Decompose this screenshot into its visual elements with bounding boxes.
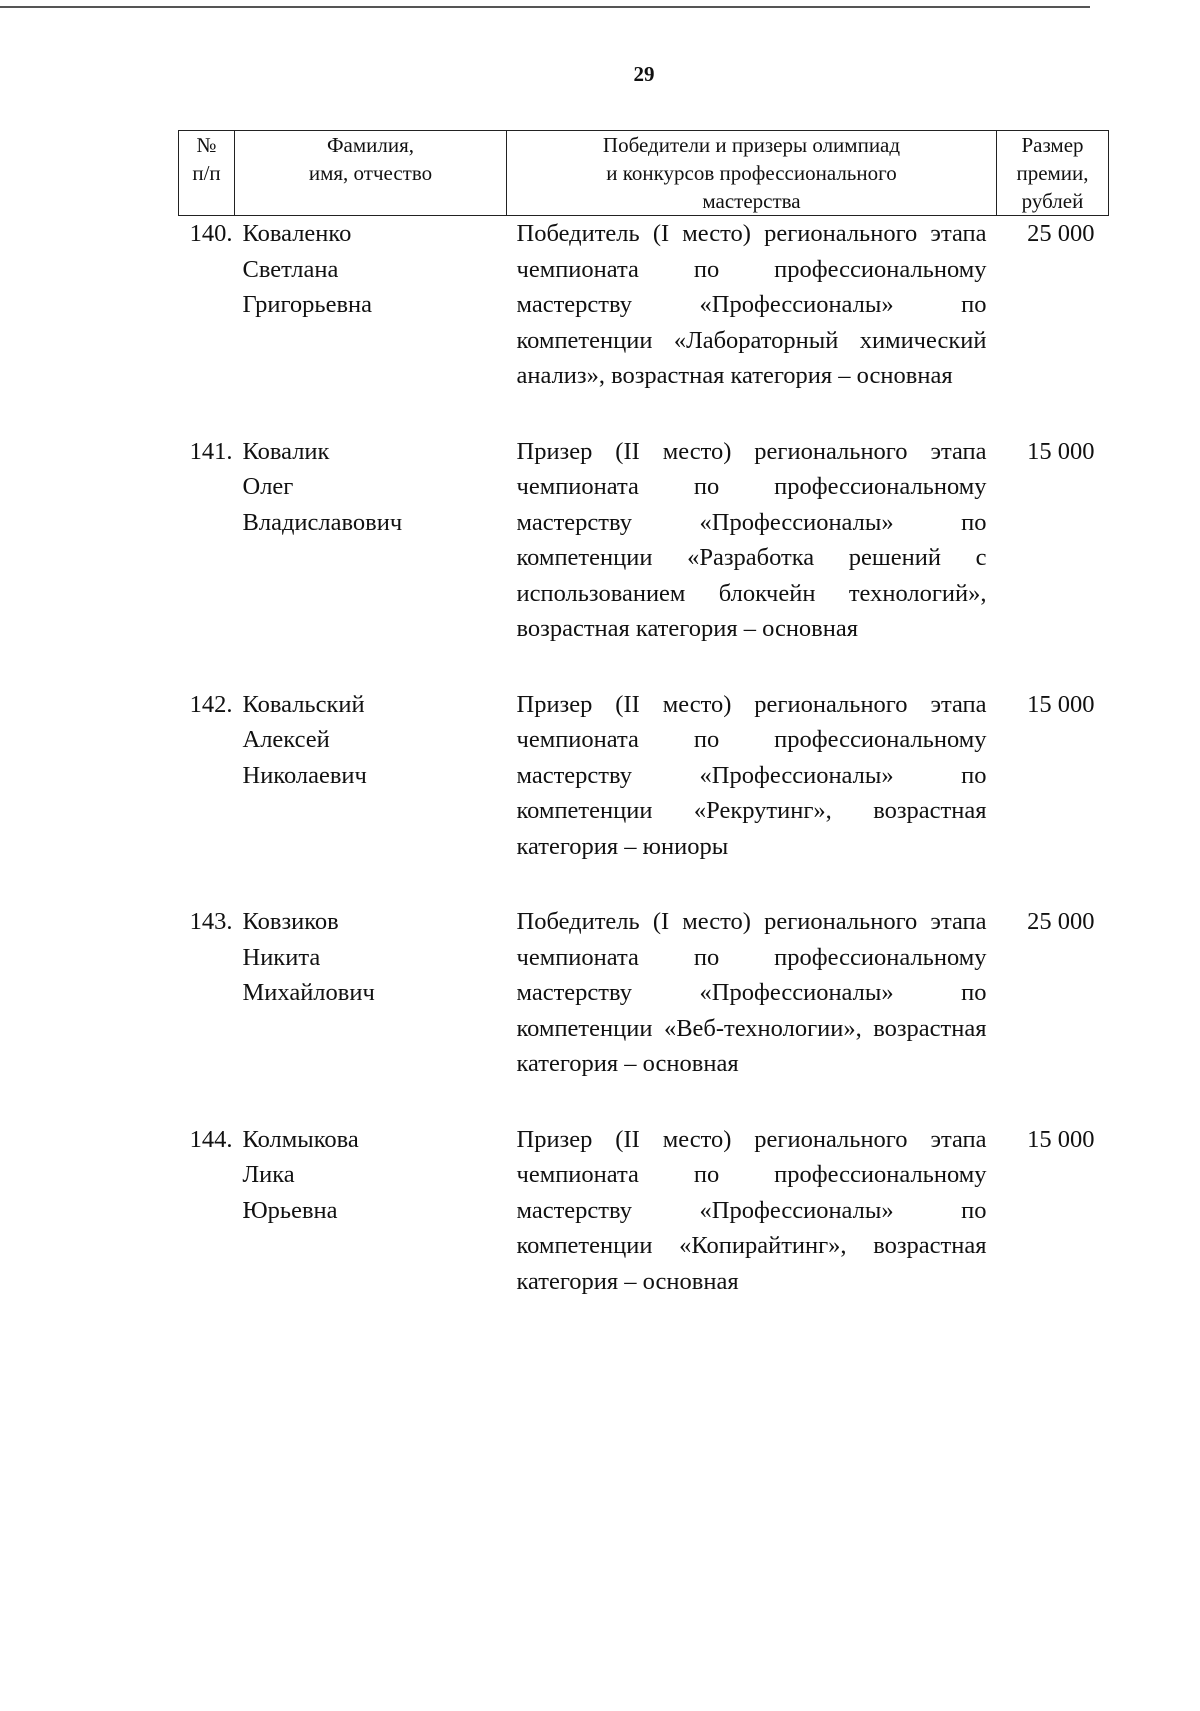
row-full-name	[235, 904, 507, 1122]
row-prize: 15 000	[1027, 690, 1095, 718]
patronymic: Григорьевна	[242, 291, 373, 318]
surname: Ковзиков	[242, 908, 339, 935]
first-name: Лика	[242, 1161, 295, 1188]
row-description: Призер (II место) регионального этапа чемпионата по профессиональному мастерству «Профессионалы» по компетенции «Копирайтинг», возрастная категория – основная	[516, 1125, 987, 1295]
row-number: 142.	[189, 690, 233, 718]
table-row	[179, 216, 1109, 434]
row-description: Победитель (I место) регионального этапа чемпионата по профессиональному мастерству «Профессионалы» по компетенции «Лабораторный химический анализ», возрастная категория – основная	[516, 220, 987, 389]
page-number: 29	[633, 62, 655, 86]
row-full-name	[235, 687, 507, 905]
row-description: Призер (II место) регионального этапа чемпионата по профессиональному мастерству «Профессионалы» по компетенции «Рекрутинг», возрастная категория – юниоры	[516, 690, 987, 860]
row-prize: 15 000	[1027, 437, 1095, 465]
awards-table	[178, 130, 1109, 1339]
header-num: № п/п	[179, 131, 235, 216]
table-row	[179, 904, 1109, 1122]
first-name: Никита	[242, 943, 321, 971]
row-number: 140.	[189, 220, 233, 247]
row-prize: 25 000	[1027, 220, 1095, 247]
table-row	[179, 1122, 1109, 1340]
surname: Ковалик	[242, 437, 330, 465]
row-number: 141.	[189, 437, 233, 465]
header-name: Фамилия, имя, отчество	[235, 131, 507, 216]
surname: Колмыкова	[242, 1125, 359, 1153]
first-name: Олег	[242, 473, 294, 500]
row-description: Победитель (I место) регионального этапа чемпионата по профессиональному мастерству «Профессионалы» по компетенции «Веб-технологии», возрастная категория – основная	[516, 908, 987, 1077]
surname: Ковальский	[242, 690, 365, 718]
table-row	[179, 434, 1109, 687]
surname: Коваленко	[242, 220, 352, 247]
row-full-name	[235, 1122, 507, 1340]
row-description: Призер (II место) регионального этапа чемпионата по профессиональному мастерству «Профессионалы» по компетенции «Разработка решений с использованием блокчейн технологий», возрастная категория – основная	[516, 437, 987, 642]
row-full-name	[235, 216, 507, 434]
header-prize: Размер премии, рублей	[997, 131, 1109, 216]
patronymic: Михайлович	[242, 979, 375, 1006]
table-row	[179, 687, 1109, 905]
header-description: Победители и призеры олимпиад и конкурсов профессионального мастерства	[507, 131, 997, 216]
row-prize: 15 000	[1027, 1125, 1095, 1153]
row-number: 143.	[189, 908, 233, 935]
first-name: Светлана	[242, 255, 339, 283]
first-name: Алексей	[242, 726, 330, 753]
top-rule	[0, 6, 1090, 8]
row-number: 144.	[189, 1125, 233, 1153]
patronymic: Николаевич	[242, 761, 367, 789]
patronymic: Владиславович	[242, 508, 403, 536]
patronymic: Юрьевна	[242, 1196, 338, 1224]
row-prize: 25 000	[1027, 908, 1095, 935]
table-header	[179, 131, 1109, 216]
row-full-name	[235, 434, 507, 687]
